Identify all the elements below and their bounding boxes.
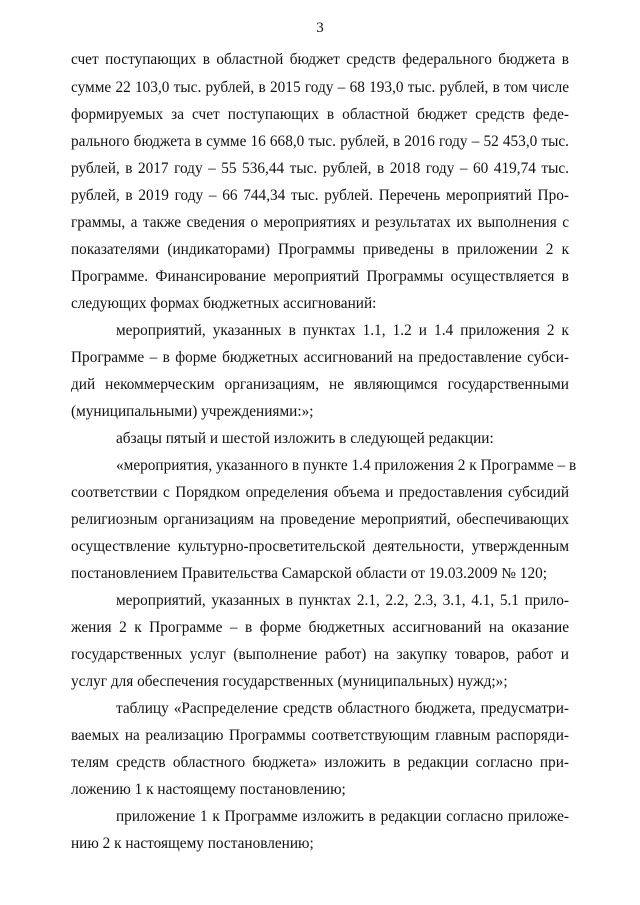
text-line: ваемых на реализацию Программы соответствующим главным распоряди-: [71, 727, 569, 744]
text-line: осуществление культурно-просветительской деятельности, утвержденным: [71, 538, 569, 555]
text-line: государственных услуг (выполнение работ) на закупку товаров, работ и: [71, 646, 569, 663]
text-line: телям средств областного бюджета» изложить в редакции согласно при-: [71, 754, 569, 771]
text-line: рублей, в 2017 году – 55 536,44 тыс. рублей, в 2018 году – 60 419,74 тыс.: [71, 160, 569, 177]
text-line: религиозным организациям на проведение мероприятий, обеспечивающих: [71, 511, 569, 528]
text-line: ложению 1 к настоящему постановлению;: [71, 781, 346, 798]
text-line: Программе. Финансирование мероприятий Программы осуществляется в: [71, 268, 569, 285]
text-line: дий некоммерческим организациям, не являющимся государственными: [71, 376, 569, 393]
text-line: формируемых за счет поступающих в областной бюджет средств феде-: [71, 106, 569, 123]
text-line: приложение 1 к Программе изложить в редакции согласно приложе-: [116, 808, 569, 825]
text-line: мероприятий, указанных в пунктах 1.1, 1.2 и 1.4 приложения 2 к: [116, 322, 569, 339]
text-line: рального бюджета в сумме 16 668,0 тыс. рублей, в 2016 году – 52 453,0 тыс.: [71, 133, 569, 150]
text-line: сумме 22 103,0 тыс. рублей, в 2015 году – 68 193,0 тыс. рублей, в том числе: [71, 79, 569, 96]
text-line: граммы, а также сведения о мероприятиях и результатах их выполнения с: [71, 214, 569, 231]
text-line: следующих формах бюджетных ассигнований:: [71, 295, 377, 312]
page-number: 3: [316, 20, 324, 36]
text-line: Программе – в форме бюджетных ассигнований на предоставление субси-: [71, 349, 569, 366]
text-line: показателями (индикаторами) Программы приведены в приложении 2 к: [71, 241, 569, 258]
text-line: соответствии с Порядком определения объема и предоставления субсидий: [71, 484, 569, 501]
text-line: нию 2 к настоящему постановлению;: [71, 835, 314, 852]
text-line: жения 2 к Программе – в форме бюджетных ассигнований на оказание: [71, 619, 569, 636]
text-line: (муниципальными) учреждениями:»;: [71, 403, 314, 420]
text-line: счет поступающих в областной бюджет средств федерального бюджета в: [71, 51, 569, 68]
text-line: услуг для обеспечения государственных (муниципальных) нужд;»;: [71, 673, 508, 690]
text-line: «мероприятия, указанного в пункте 1.4 приложения 2 к Программе – в: [116, 457, 577, 474]
text-line: таблицу «Распределение средств областного бюджета, предусматри-: [116, 700, 569, 717]
text-line: абзацы пятый и шестой изложить в следующей редакции:: [116, 430, 494, 447]
text-line: постановлением Правительства Самарской области от 19.03.2009 № 120;: [71, 565, 547, 582]
text-line: мероприятий, указанных в пунктах 2.1, 2.2, 2.3, 3.1, 4.1, 5.1 прило-: [116, 592, 569, 609]
text-line: рублей, в 2019 году – 66 744,34 тыс. рублей. Перечень мероприятий Про-: [71, 187, 569, 204]
